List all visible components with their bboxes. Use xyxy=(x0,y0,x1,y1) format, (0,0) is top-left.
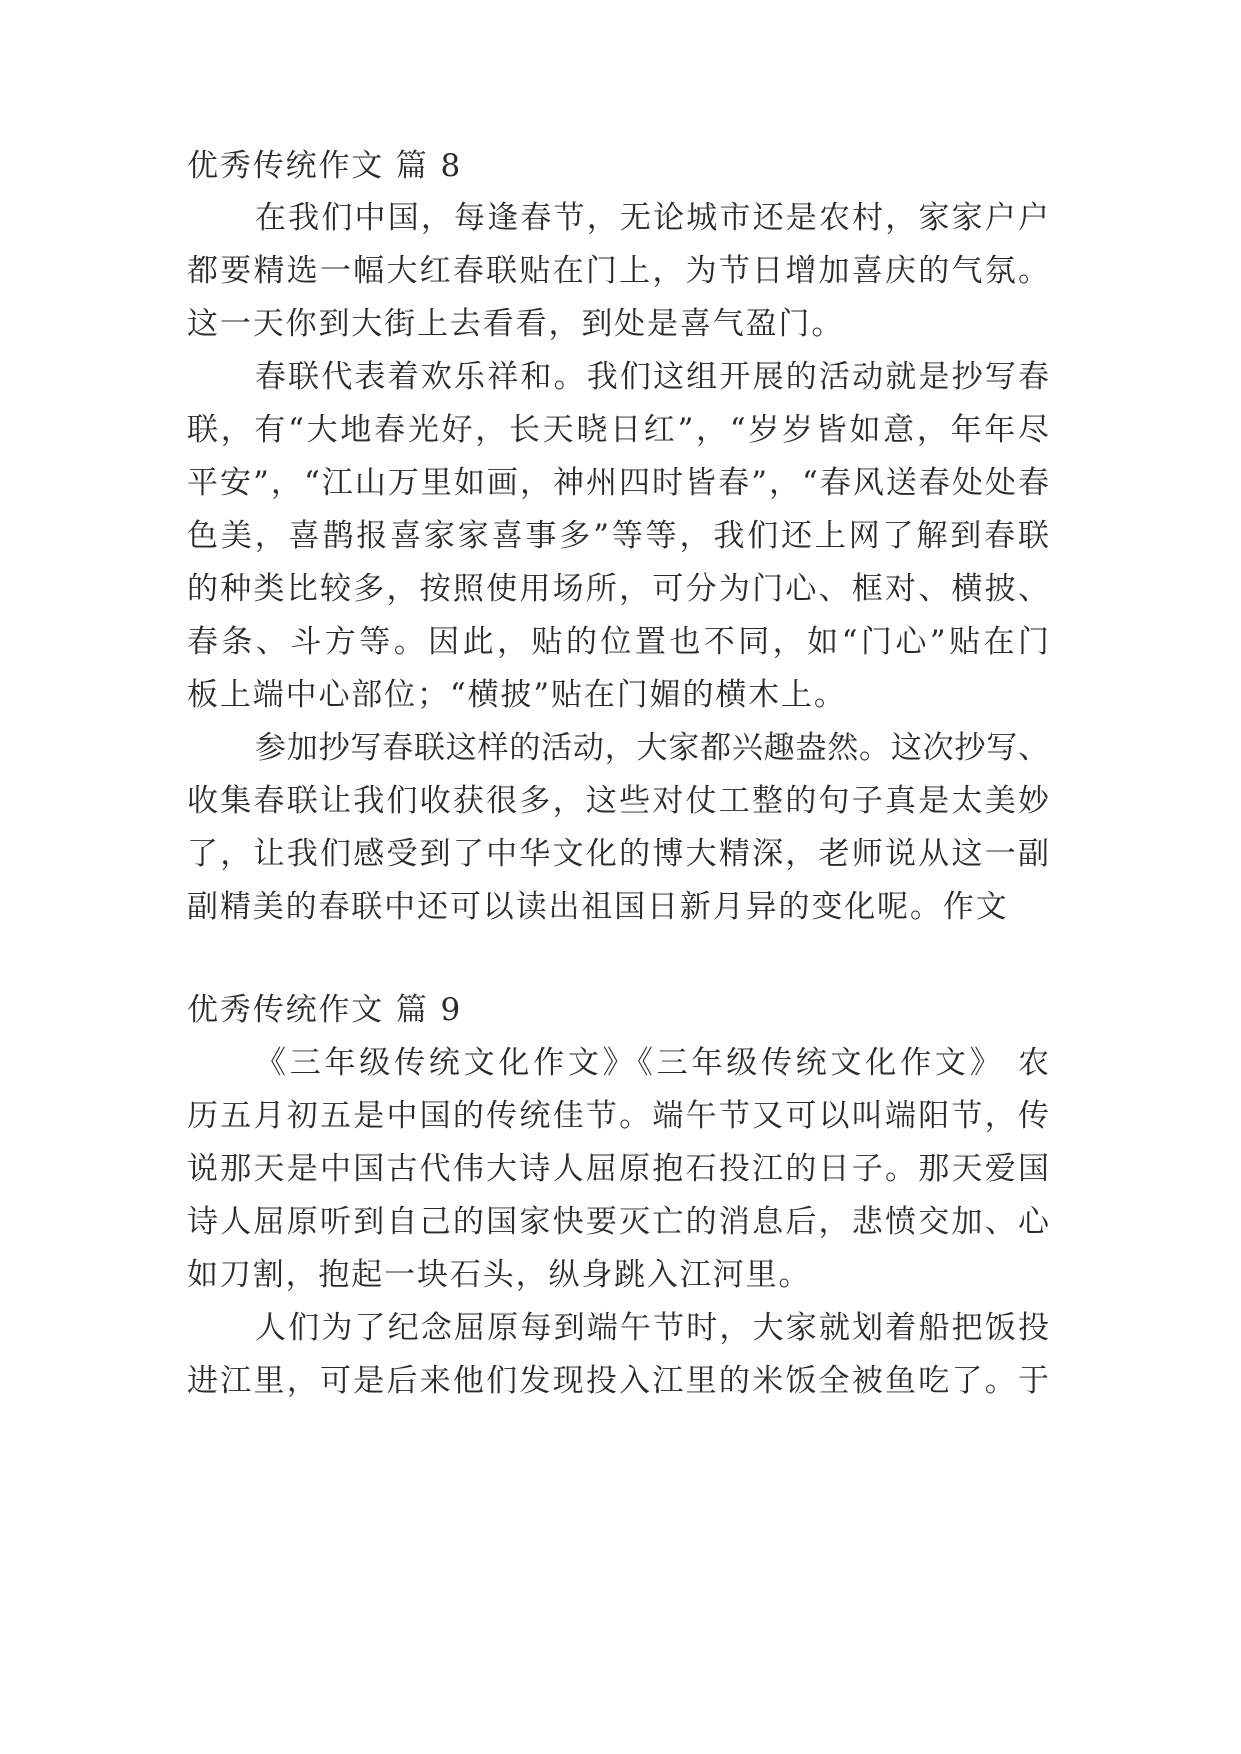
paragraph-line: 进江里，可是后来他们发现投入江里的米饭全被鱼吃了。于 xyxy=(187,1363,1049,1399)
paragraph-line: 收集春联让我们收获很多，这些对仗工整的句子真是太美妙 xyxy=(187,783,1049,819)
paragraph-line: 色美，喜鹊报喜家家喜事多”等等，我们还上网了解到春联 xyxy=(187,518,1049,554)
paragraph-line: 春联代表着欢乐祥和。我们这组开展的活动就是抄写春 xyxy=(255,359,1049,395)
paragraph-line: 人们为了纪念屈原每到端午节时，大家就划着船把饭投 xyxy=(255,1310,1049,1346)
paragraph-line: 历五月初五是中国的传统佳节。端午节又可以叫端阳节，传 xyxy=(187,1098,1049,1134)
paragraph-line: 的种类比较多，按照使用场所，可分为门心、框对、横披、 xyxy=(187,571,1049,607)
paragraph-line: 这一天你到大街上去看看，到处是喜气盈门。 xyxy=(187,306,845,342)
paragraph-line: 板上端中心部位；“横披”贴在门媚的横木上。 xyxy=(187,677,847,713)
paragraph-line: 在我们中国，每逢春节，无论城市还是农村，家家户户 xyxy=(255,200,1049,236)
paragraph-line: 春条、斗方等。因此，贴的位置也不同，如“门心”贴在门 xyxy=(187,624,1049,660)
paragraph-line: 都要精选一幅大红春联贴在门上，为节日增加喜庆的气氛。 xyxy=(187,253,1049,289)
paragraph-line: 如刀割，抱起一块石头，纵身跳入江河里。 xyxy=(187,1257,812,1293)
section-heading: 优秀传统作文 篇 8 xyxy=(187,148,463,184)
paragraph-line: 副精美的春联中还可以读出祖国日新月异的变化呢。作文 xyxy=(187,889,1009,925)
paragraph-line: 联，有“大地春光好，长天晓日红”，“岁岁皆如意，年年尽 xyxy=(187,412,1049,448)
paragraph-line: 了，让我们感受到了中华文化的博大精深，老师说从这一副 xyxy=(187,836,1049,872)
paragraph-line: 诗人屈原听到自己的国家快要灭亡的消息后，悲愤交加、心 xyxy=(187,1204,1049,1240)
paragraph-line: 说那天是中国古代伟大诗人屈原抱石投江的日子。那天爱国 xyxy=(187,1151,1049,1187)
paragraph-line: 参加抄写春联这样的活动，大家都兴趣盎然。这次抄写、 xyxy=(255,730,1049,766)
paragraph-line: 《三年级传统文化作文》《三年级传统文化作文》 农 xyxy=(255,1045,1049,1081)
paragraph-line: 平安”，“江山万里如画，神州四时皆春”，“春风送春处处春 xyxy=(187,465,1049,501)
section-heading: 优秀传统作文 篇 9 xyxy=(187,992,463,1028)
